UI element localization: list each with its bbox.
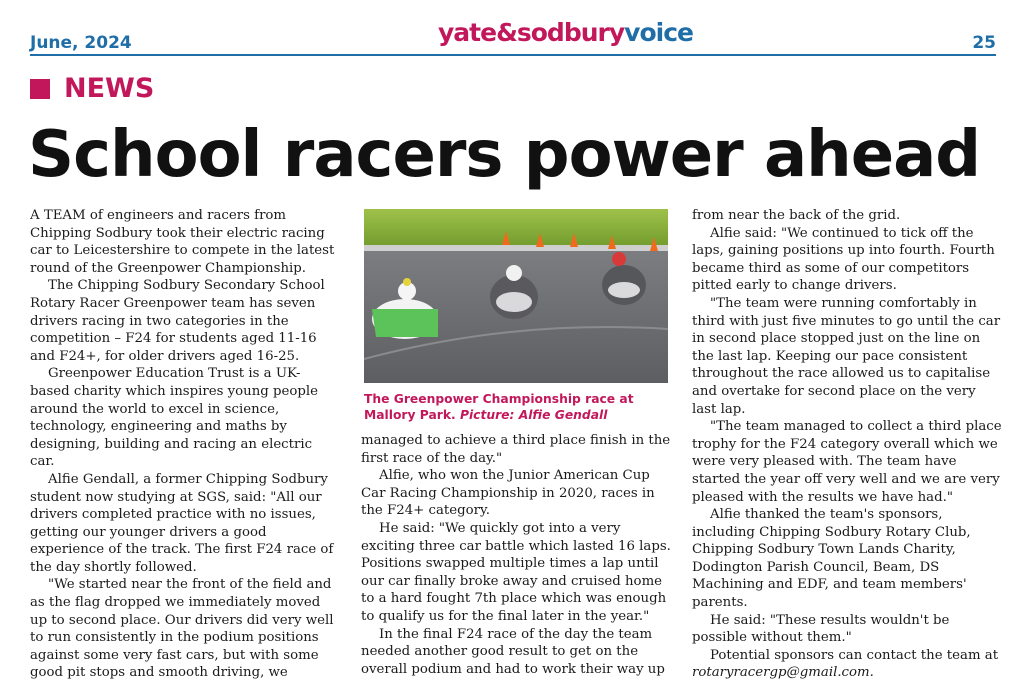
paragraph: managed to achieve a third place finish in the first race of the day." (361, 433, 671, 466)
caption-credit: Picture: Alfie Gendall (459, 408, 608, 422)
contact-text: Potential sponsors can contact the team at (710, 647, 999, 663)
race-photo (364, 209, 668, 383)
masthead-part2: voice (624, 18, 693, 47)
paragraph: Alfie thanked the team's sponsors, including Chipping Sodbury Rotary Club, Chipping Sodbury Town Lands Charity, Dodington Parish Council, Beam, DS Machining and EDF, and team members' parents. (692, 507, 971, 611)
article-column-1 (30, 207, 340, 682)
paragraph: A TEAM of engineers and racers from Chipping Sodbury took their electric racing car to Leicestershire to compete in the latest round of the Greenpower Championship. (30, 208, 335, 276)
paragraph: "We started near the front of the field and as the flag dropped we immediately moved up to second place. Our drivers did very well to run consistently in the podium positions against some very fast cars, but with some good pit stops and smooth driving, we (30, 577, 334, 681)
paragraph: Alfie Gendall, a former Chipping Sodbury student now studying at SGS, said: "All our drivers completed practice with no issues, getting our younger drivers a good experience of the track. The first F24 race of the day shortly followed. (30, 471, 334, 575)
issue-date: June, 2024 (30, 33, 132, 53)
paragraph: from near the back of the grid. (692, 208, 901, 223)
paragraph: Alfie, who won the Junior American Cup Car Racing Championship in 2020, races in the F24+ category. (361, 468, 655, 519)
headline: School racers power ahead (28, 118, 981, 192)
section-label-text: NEWS (64, 73, 155, 104)
paragraph-contact (692, 647, 1002, 682)
paragraph: "The team managed to collect a third place trophy for the F24 category overall which we were very pleased with. The team have started the year off very well and we are very pleased with the results we have had." (692, 419, 1002, 505)
caption-text: The Greenpower Championship race at Mallory Park. (364, 392, 634, 422)
article-column-3 (692, 207, 1002, 682)
section-label (30, 73, 154, 104)
paragraph: "The team were running comfortably in third with just five minutes to go until the car in second place stopped just on the line on the last lap. Keeping our pace consistent throughout the race allowed us to capitalise and overtake for second place on the very last lap. (692, 295, 1001, 417)
section-square-icon (30, 79, 50, 99)
contact-email[interactable]: rotaryracergp@gmail.com. (692, 665, 874, 681)
paragraph: He said: "These results wouldn't be possible without them." (692, 612, 950, 646)
paragraph: In the final F24 race of the day the team needed another good result to get on the overall podium and had to work their way up (361, 626, 665, 677)
photo-caption (364, 391, 668, 423)
paragraph: The Chipping Sodbury Secondary School Rotary Racer Greenpower team has seven drivers racing in two categories in the competition – F24 for students aged 11-16 and F24+, for older drivers aged 16-25. (30, 278, 325, 364)
paragraph: Alfie said: "We continued to tick off the laps, gaining positions up into fourth. Fourth became third as some of our competitors pitted early to change drivers. (692, 225, 995, 294)
paragraph: He said: "We quickly got into a very exciting three car battle which lasted 16 laps. Positions swapped multiple times a lap until our car finally broke away and cruised home to a hard fought 7th place which was enough to qualify us for the final later in the year." (361, 520, 671, 624)
masthead-part1: yate&sodbury (438, 18, 625, 47)
paragraph: Greenpower Education Trust is a UK-based charity which inspires young people around the world to excel in science, technology, engineering and maths by designing, building and racing an electric car. (30, 366, 319, 470)
page-number: 25 (972, 33, 996, 53)
article-column-2 (361, 432, 671, 678)
header-divider (30, 54, 996, 56)
masthead-logo (438, 18, 693, 47)
